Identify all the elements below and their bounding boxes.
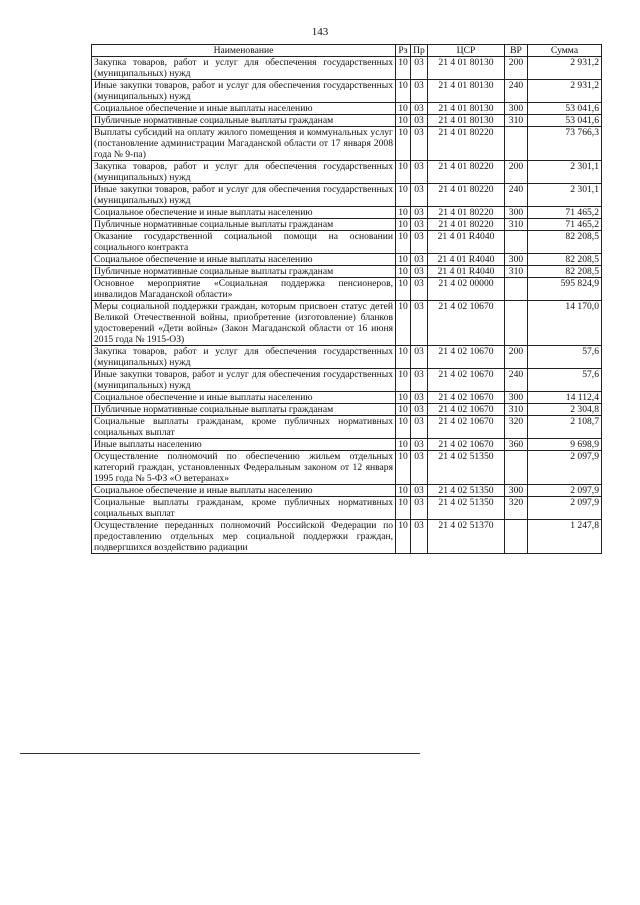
row-pr: 03 (411, 115, 428, 127)
row-name: Иные закупки товаров, работ и услуг для обеспечения государственных (муниципальных) нужд (92, 369, 396, 392)
table-row (92, 520, 602, 554)
header-csr: ЦСР (428, 45, 505, 57)
row-sum: 2 931,2 (528, 80, 602, 103)
row-name: Иные закупки товаров, работ и услуг для обеспечения государственных (муниципальных) нужд (92, 184, 396, 207)
row-vr: 320 (505, 416, 528, 439)
row-sum: 71 465,2 (528, 207, 602, 219)
table-row (92, 278, 602, 301)
row-rz: 10 (396, 115, 411, 127)
row-rz: 10 (396, 416, 411, 439)
row-vr: 200 (505, 161, 528, 184)
row-csr: 21 4 01 80220 (428, 127, 505, 161)
row-pr: 03 (411, 80, 428, 103)
row-rz: 10 (396, 346, 411, 369)
row-vr (505, 127, 528, 161)
table-row (92, 439, 602, 451)
table-header-row (92, 45, 602, 57)
row-csr: 21 4 01 80130 (428, 80, 505, 103)
row-name: Публичные нормативные социальные выплаты гражданам (92, 219, 396, 231)
row-name: Оказание государственной социальной помощи на основании социального контракта (92, 231, 396, 254)
header-sum: Сумма (528, 45, 602, 57)
row-csr: 21 4 01 80220 (428, 184, 505, 207)
row-vr: 300 (505, 254, 528, 266)
row-rz: 10 (396, 369, 411, 392)
row-csr: 21 4 01 80220 (428, 219, 505, 231)
row-pr: 03 (411, 57, 428, 80)
row-sum: 2 097,9 (528, 497, 602, 520)
row-vr (505, 231, 528, 254)
row-pr: 03 (411, 231, 428, 254)
row-rz: 10 (396, 103, 411, 115)
row-rz: 10 (396, 485, 411, 497)
table-row (92, 392, 602, 404)
row-csr: 21 4 01 80220 (428, 207, 505, 219)
row-name: Социальное обеспечение и иные выплаты населению (92, 207, 396, 219)
table-row (92, 254, 602, 266)
row-sum: 73 766,3 (528, 127, 602, 161)
row-pr: 03 (411, 278, 428, 301)
table-row (92, 231, 602, 254)
row-csr: 21 4 02 10670 (428, 392, 505, 404)
row-vr: 300 (505, 392, 528, 404)
row-name: Публичные нормативные социальные выплаты гражданам (92, 404, 396, 416)
row-vr: 240 (505, 80, 528, 103)
row-rz: 10 (396, 266, 411, 278)
row-vr: 310 (505, 115, 528, 127)
row-csr: 21 4 01 80130 (428, 57, 505, 80)
row-rz: 10 (396, 184, 411, 207)
header-pr: Пр (411, 45, 428, 57)
row-pr: 03 (411, 520, 428, 554)
row-sum: 14 170,0 (528, 301, 602, 346)
table-row (92, 497, 602, 520)
row-sum: 2 097,9 (528, 451, 602, 485)
table-row (92, 57, 602, 80)
row-csr: 21 4 01 R4040 (428, 254, 505, 266)
row-vr: 310 (505, 219, 528, 231)
row-vr: 300 (505, 207, 528, 219)
row-csr: 21 4 02 51370 (428, 520, 505, 554)
table-row (92, 369, 602, 392)
row-pr: 03 (411, 207, 428, 219)
table-row (92, 161, 602, 184)
row-rz: 10 (396, 392, 411, 404)
row-name: Социальные выплаты гражданам, кроме публичных нормативных социальных выплат (92, 416, 396, 439)
row-rz: 10 (396, 57, 411, 80)
row-sum: 1 247,8 (528, 520, 602, 554)
row-pr: 03 (411, 404, 428, 416)
table-row (92, 184, 602, 207)
row-pr: 03 (411, 161, 428, 184)
row-rz: 10 (396, 404, 411, 416)
row-pr: 03 (411, 254, 428, 266)
row-name: Основное мероприятие «Социальная поддержка пенсионеров, инвалидов Магаданской области» (92, 278, 396, 301)
row-sum: 57,6 (528, 346, 602, 369)
table-row (92, 451, 602, 485)
row-pr: 03 (411, 451, 428, 485)
row-pr: 03 (411, 219, 428, 231)
row-name: Осуществление переданных полномочий Российской Федерации по предоставлению отдельных мер социальной поддержки граждан, подвергшихся воздействию радиации (92, 520, 396, 554)
row-vr: 240 (505, 369, 528, 392)
row-csr: 21 4 01 80130 (428, 103, 505, 115)
row-csr: 21 4 01 R4040 (428, 266, 505, 278)
row-name: Социальное обеспечение и иные выплаты населению (92, 254, 396, 266)
row-name: Выплаты субсидий на оплату жилого помещения и коммунальных услуг (постановление администрации Магаданской области от 17 января 2008 года № 9-па) (92, 127, 396, 161)
row-rz: 10 (396, 231, 411, 254)
row-pr: 03 (411, 439, 428, 451)
budget-table (91, 44, 602, 554)
table-row (92, 80, 602, 103)
row-vr (505, 451, 528, 485)
table-row (92, 301, 602, 346)
row-sum: 9 698,9 (528, 439, 602, 451)
row-name: Социальное обеспечение и иные выплаты населению (92, 103, 396, 115)
row-rz: 10 (396, 497, 411, 520)
row-vr: 300 (505, 485, 528, 497)
row-vr (505, 278, 528, 301)
row-pr: 03 (411, 127, 428, 161)
row-pr: 03 (411, 301, 428, 346)
row-name: Социальное обеспечение и иные выплаты населению (92, 485, 396, 497)
row-sum: 82 208,5 (528, 254, 602, 266)
row-name: Социальные выплаты гражданам, кроме публичных нормативных социальных выплат (92, 497, 396, 520)
row-csr: 21 4 02 51350 (428, 485, 505, 497)
row-rz: 10 (396, 80, 411, 103)
row-csr: 21 4 01 80220 (428, 161, 505, 184)
row-pr: 03 (411, 346, 428, 369)
row-name: Закупка товаров, работ и услуг для обеспечения государственных (муниципальных) нужд (92, 161, 396, 184)
row-sum: 2 097,9 (528, 485, 602, 497)
table-row (92, 207, 602, 219)
row-sum: 595 824,9 (528, 278, 602, 301)
row-pr: 03 (411, 266, 428, 278)
row-pr: 03 (411, 497, 428, 520)
row-vr: 360 (505, 439, 528, 451)
table-row (92, 346, 602, 369)
page-number: 143 (311, 26, 329, 38)
row-csr: 21 4 01 80130 (428, 115, 505, 127)
row-rz: 10 (396, 301, 411, 346)
header-name: Наименование (92, 45, 396, 57)
footer-rule (20, 753, 420, 754)
row-vr: 200 (505, 57, 528, 80)
row-vr (505, 301, 528, 346)
row-sum: 71 465,2 (528, 219, 602, 231)
row-csr: 21 4 02 10670 (428, 346, 505, 369)
row-vr: 310 (505, 266, 528, 278)
row-sum: 2 931,2 (528, 57, 602, 80)
table-row (92, 416, 602, 439)
row-csr: 21 4 02 51350 (428, 451, 505, 485)
row-vr (505, 520, 528, 554)
row-name: Иные выплаты населению (92, 439, 396, 451)
row-csr: 21 4 01 R4040 (428, 231, 505, 254)
row-pr: 03 (411, 184, 428, 207)
row-pr: 03 (411, 392, 428, 404)
row-csr: 21 4 02 51350 (428, 497, 505, 520)
row-rz: 10 (396, 439, 411, 451)
row-sum: 14 112,4 (528, 392, 602, 404)
row-rz: 10 (396, 278, 411, 301)
row-pr: 03 (411, 485, 428, 497)
row-sum: 2 304,8 (528, 404, 602, 416)
row-name: Закупка товаров, работ и услуг для обеспечения государственных (муниципальных) нужд (92, 346, 396, 369)
row-sum: 57,6 (528, 369, 602, 392)
table-row (92, 219, 602, 231)
row-rz: 10 (396, 207, 411, 219)
row-csr: 21 4 02 10670 (428, 301, 505, 346)
row-pr: 03 (411, 103, 428, 115)
row-sum: 53 041,6 (528, 103, 602, 115)
row-csr: 21 4 02 00000 (428, 278, 505, 301)
row-name: Закупка товаров, работ и услуг для обеспечения государственных (муниципальных) нужд (92, 57, 396, 80)
row-rz: 10 (396, 161, 411, 184)
table-row (92, 127, 602, 161)
row-vr: 300 (505, 103, 528, 115)
header-rz: Рз (396, 45, 411, 57)
row-vr: 310 (505, 404, 528, 416)
row-sum: 2 108,7 (528, 416, 602, 439)
row-name: Публичные нормативные социальные выплаты гражданам (92, 115, 396, 127)
row-sum: 82 208,5 (528, 231, 602, 254)
row-vr: 240 (505, 184, 528, 207)
table-row (92, 103, 602, 115)
row-sum: 82 208,5 (528, 266, 602, 278)
header-vr: ВР (505, 45, 528, 57)
table-row (92, 115, 602, 127)
row-name: Социальное обеспечение и иные выплаты населению (92, 392, 396, 404)
row-sum: 2 301,1 (528, 184, 602, 207)
row-pr: 03 (411, 369, 428, 392)
row-name: Иные закупки товаров, работ и услуг для обеспечения государственных (муниципальных) нужд (92, 80, 396, 103)
row-csr: 21 4 02 10670 (428, 369, 505, 392)
row-name: Осуществление полномочий по обеспечению жильем отдельных категорий граждан, установленных Федеральным законом от 12 января 1995 года № 5-ФЗ «О ветеранах» (92, 451, 396, 485)
row-csr: 21 4 02 10670 (428, 416, 505, 439)
row-csr: 21 4 02 10670 (428, 439, 505, 451)
table-row (92, 404, 602, 416)
row-rz: 10 (396, 219, 411, 231)
row-rz: 10 (396, 254, 411, 266)
row-name: Меры социальной поддержки граждан, которым присвоен статус детей Великой Отечественной войны, приобретение (изготовление) бланков удостоверений «Дети войны» (Закон Магаданской области от 16 июня 2015 года № 1915-ОЗ) (92, 301, 396, 346)
row-vr: 200 (505, 346, 528, 369)
row-name: Публичные нормативные социальные выплаты гражданам (92, 266, 396, 278)
row-rz: 10 (396, 127, 411, 161)
table-row (92, 485, 602, 497)
row-vr: 320 (505, 497, 528, 520)
row-sum: 2 301,1 (528, 161, 602, 184)
row-sum: 53 041,6 (528, 115, 602, 127)
table-row (92, 266, 602, 278)
row-rz: 10 (396, 520, 411, 554)
row-csr: 21 4 02 10670 (428, 404, 505, 416)
row-pr: 03 (411, 416, 428, 439)
row-rz: 10 (396, 451, 411, 485)
